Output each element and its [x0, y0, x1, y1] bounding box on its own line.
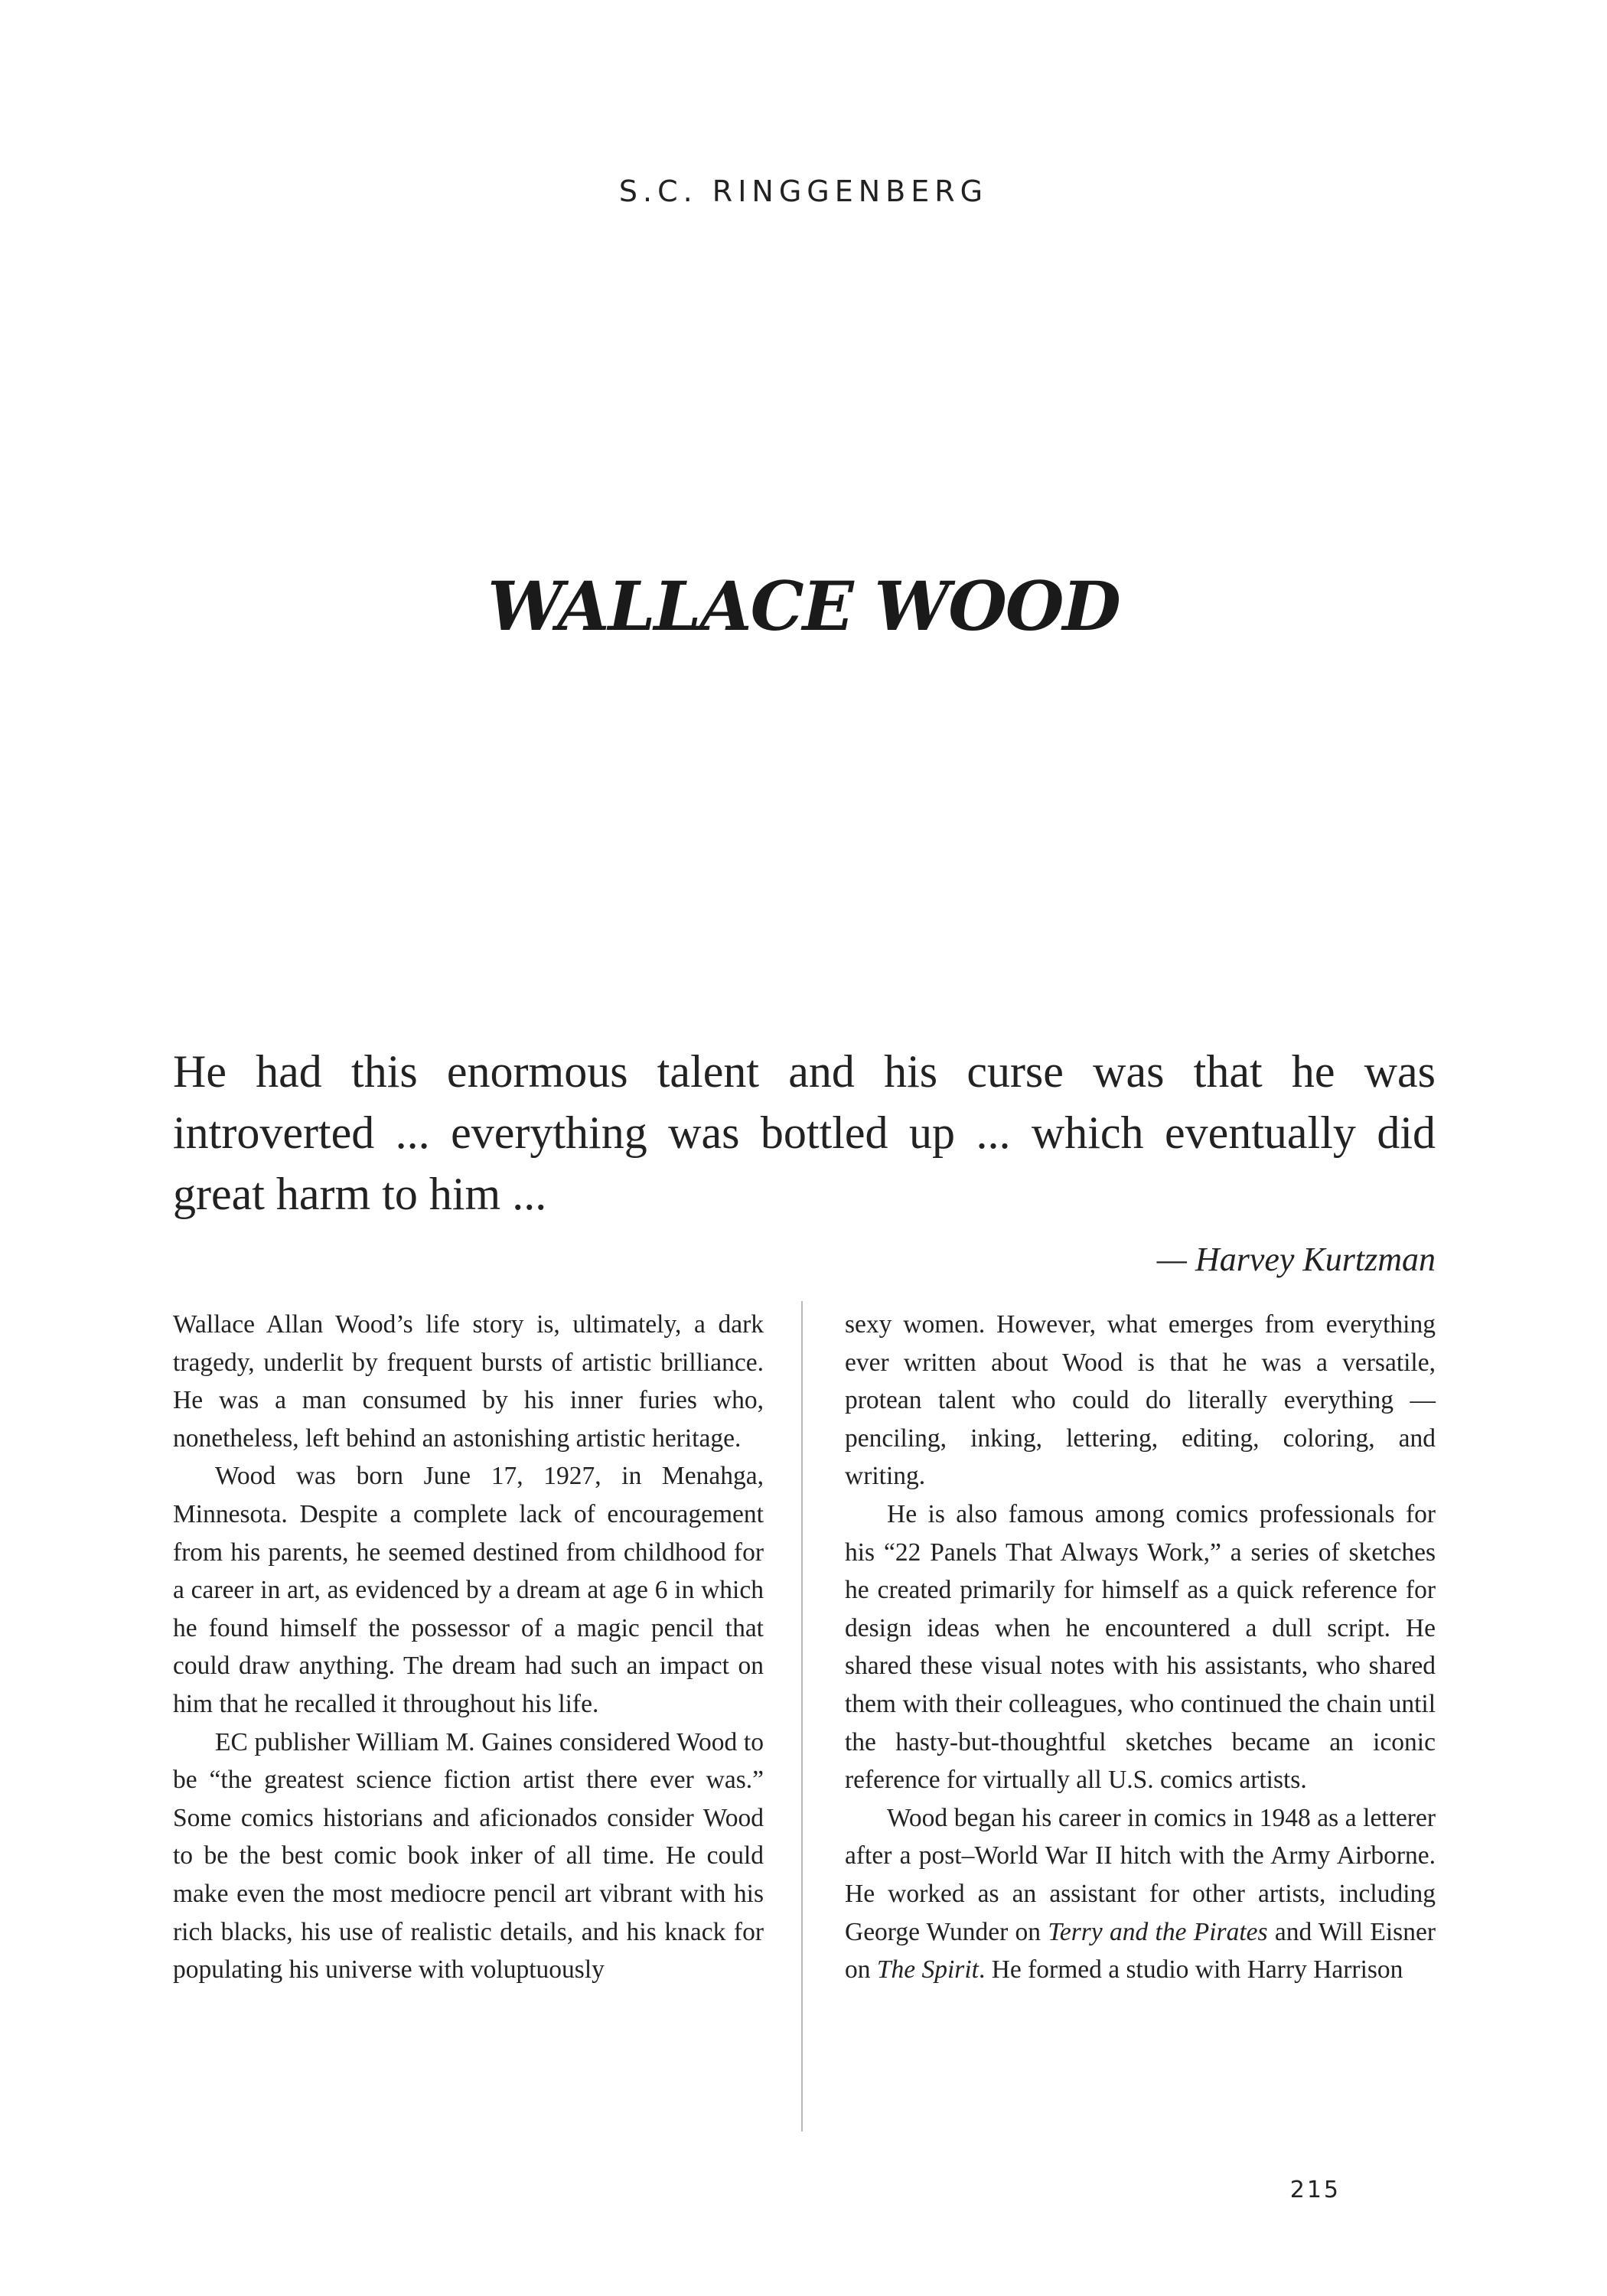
epigraph-attribution: — Harvey Kurtzman [1156, 1241, 1436, 1278]
paragraph-5-text-mid: and Will Eisner on [845, 1917, 1436, 1985]
epigraph-quote: He had this enormous talent and his curse was that he was introverted ... everything was bottled up ... which eventually did great harm to him ... [173, 1046, 1436, 1219]
chapter-title: WALLACE WOOD [487, 566, 1120, 646]
body-column-right [845, 1306, 1436, 1989]
book-title-spirit: The Spirit [876, 1955, 979, 1985]
body-column-left [173, 1306, 764, 1989]
column-divider [801, 1301, 803, 2131]
page-number: 215 [1289, 2177, 1341, 2203]
paragraph-1: Wallace Allan Wood’s life story is, ultimately, a dark tragedy, underlit by frequent bursts of artistic brilliance. He was a man consumed by his inner furies who, nonetheless, left behind an astonishing artistic heritage. [173, 1310, 764, 1453]
author-name: S.C. RINGGENBERG [618, 174, 989, 208]
paragraph-3: EC publisher William M. Gaines considered Wood to be “the greatest science fiction artist there ever was.” Some comics historians and aficionados consider Wood to be the best comic book inker of all time. He could make even the most mediocre pencil art vibrant with his rich blacks, his use of realistic details, and his knack for populating his universe with voluptuously [173, 1727, 764, 1985]
paragraph-5-text-end: . He formed a studio with Harry Harrison [978, 1955, 1403, 1985]
paragraph-2: Wood was born June 17, 1927, in Menahga, Minnesota. Despite a complete lack of encouragement from his parents, he seemed destined from childhood for a career in art, as evidenced by a dream at age 6 in which he found himself the possessor of a magic pencil that could draw anything. The dream had such an impact on him that he recalled it throughout his life. [173, 1462, 764, 1718]
paragraph-3-continued: sexy women. However, what emerges from everything ever written about Wood is that he was a versatile, protean talent who could do literally everything — penciling, inking, lettering, editing, coloring, and writing. [845, 1310, 1436, 1491]
paragraph-4: He is also famous among comics professionals for his “22 Panels That Always Work,” a series of sketches he created primarily for himself as a quick reference for design ideas when he encountered a dull script. He shared these visual notes with his assistants, who shared them with their colleagues, who continued the chain until the hasty-but-thoughtful sketches became an iconic reference for virtually all U.S. comics artists. [845, 1499, 1436, 1795]
paragraph-5-text-start: Wood began his career in comics in 1948 as a letterer after a post–World War II hitch with the Army Airborne. He worked as an assistant for other artists, including George Wunder on [845, 1803, 1436, 1946]
paragraph-5 [845, 1799, 1436, 1989]
book-title-terry: Terry and the Pirates [1048, 1917, 1268, 1946]
